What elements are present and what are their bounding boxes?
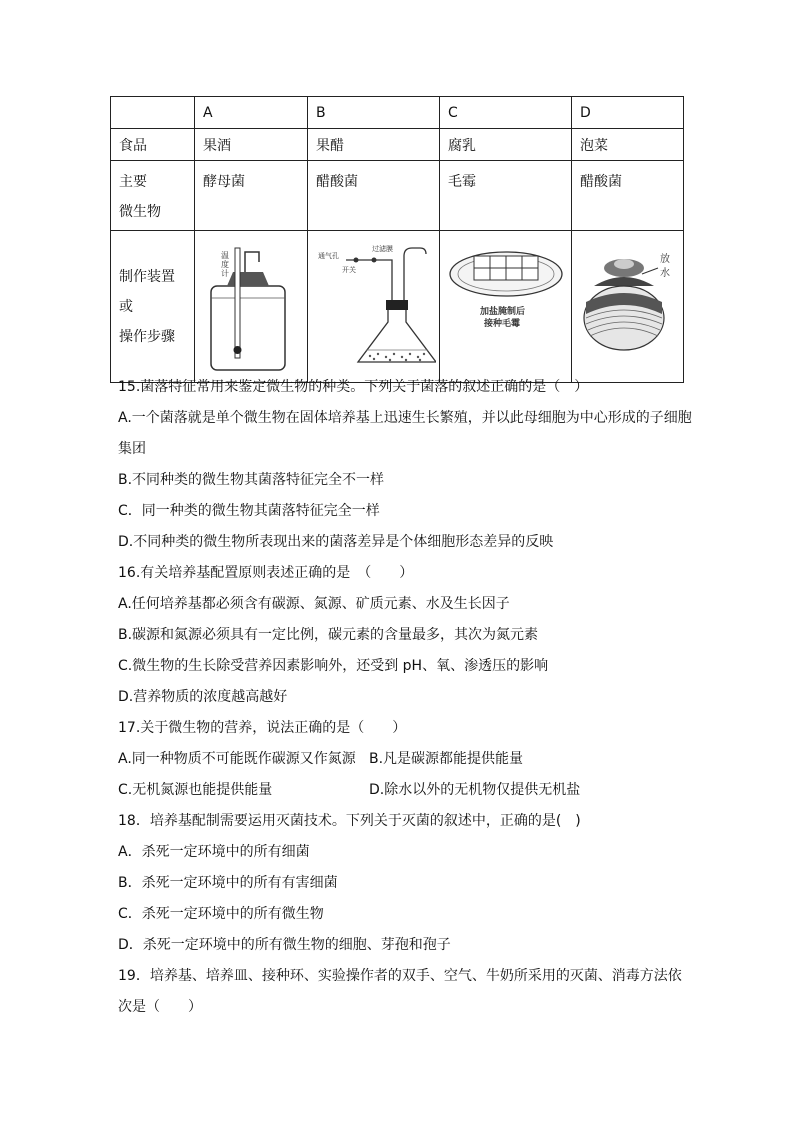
water-label: 水	[660, 267, 670, 279]
filter-label: 过滤膜	[372, 244, 393, 253]
question-option: C．杀死一定环境中的所有微生物	[118, 906, 324, 922]
table-cell: 毛霉	[440, 161, 572, 231]
label-line: 制作装置或	[119, 268, 175, 315]
question-list	[118, 372, 693, 1023]
question-option: B．杀死一定环境中的所有有害细菌	[118, 875, 338, 891]
table-cell: C	[440, 97, 572, 129]
question-stem: 16.有关培养基配置原则表述正确的是 （ ）	[118, 565, 414, 581]
question-option: C．同一种类的微生物其菌落特征完全一样	[118, 503, 380, 519]
air-inlet-label: 通气孔	[318, 251, 339, 260]
table-cell: 酵母菌	[195, 161, 308, 231]
question-option: A.一个菌落就是单个微生物在固体培养基上迅速生长繁殖，并以此母细胞为中心形成的子细胞集团	[118, 410, 692, 457]
question-option: D.不同种类的微生物所表现出来的菌落差异是个体细胞形态差异的反映	[118, 534, 554, 550]
table-cell: 醋酸菌	[308, 161, 440, 231]
thermometer-label: 度	[221, 259, 229, 269]
question-option: D.营养物质的浓度越高越好	[118, 689, 288, 705]
table-row	[111, 231, 684, 383]
thermometer-label: 计	[221, 268, 229, 278]
question-option: D．杀死一定环境中的所有微生物的细胞、芽孢和孢子	[118, 937, 451, 953]
question-stem: 15.菌落特征常用来鉴定微生物的种类。下列关于菌落的叙述正确的是（ ）	[118, 379, 589, 395]
label-line: 主要	[119, 174, 147, 190]
question-option: B.不同种类的微生物其菌落特征完全不一样	[118, 472, 385, 488]
table-cell	[440, 231, 572, 383]
table-cell	[572, 231, 684, 383]
question-option: A.同一种物质不可能既作碳源又作氮源	[118, 751, 356, 767]
question-stem: 18．培养基配制需要运用灭菌技术。下列关于灭菌的叙述中，正确的是( )	[118, 813, 581, 829]
question-stem: 17.关于微生物的营养，说法正确的是（ ）	[118, 720, 407, 736]
question-option: A．杀死一定环境中的所有细菌	[118, 844, 310, 860]
table-cell: B	[308, 97, 440, 129]
pickle-jar-diagram	[576, 238, 680, 372]
question-stem: 19．培养基、培养皿、接种环、实验操作者的双手、空气、牛奶所采用的灭菌、消毒方法依次是（ ）	[118, 968, 682, 1015]
table-cell: 腐乳	[440, 129, 572, 161]
table-cell: D	[572, 97, 684, 129]
question-option: B.碳源和氮源必须具有一定比例，碳元素的含量最多，其次为氮元素	[118, 627, 539, 643]
table-cell: A	[195, 97, 308, 129]
water-label: 放	[660, 253, 670, 265]
table-cell: 泡菜	[572, 129, 684, 161]
table-row	[111, 161, 684, 231]
step-caption: 加盐腌制后	[480, 306, 526, 317]
table-cell	[308, 231, 440, 383]
table-cell	[111, 97, 195, 129]
question-option: C.无机氮源也能提供能量	[118, 782, 273, 798]
fermentation-table	[110, 96, 684, 383]
table-cell: 醋酸菌	[572, 161, 684, 231]
question-option: B.凡是碳源都能提供能量	[369, 751, 524, 767]
question-option: D.除水以外的无机物仅提供无机盐	[369, 782, 581, 798]
option-row	[118, 775, 693, 806]
table-row	[111, 97, 684, 129]
table-cell: 果醋	[308, 129, 440, 161]
switch-label: 开关	[342, 265, 356, 274]
label-line: 微生物	[119, 204, 161, 220]
row-label-microbe	[111, 161, 195, 231]
option-row	[118, 744, 693, 775]
row-label-food: 食品	[111, 129, 195, 161]
vinegar-fermenter-diagram	[312, 238, 436, 372]
label-line: 操作步骤	[119, 328, 175, 345]
table-cell: 果酒	[195, 129, 308, 161]
wine-fermenter-diagram	[199, 238, 303, 372]
row-label-device	[111, 231, 195, 383]
table-row	[111, 129, 684, 161]
question-option: A.任何培养基都必须含有碳源、氮源、矿质元素、水及生长因子	[118, 596, 510, 612]
table-cell	[195, 231, 308, 383]
thermometer-label: 温	[221, 250, 229, 260]
step-caption: 接种毛霉	[484, 318, 521, 329]
fermented-tofu-diagram	[444, 238, 568, 372]
question-option: C.微生物的生长除受营养因素影响外，还受到 pH、氧、渗透压的影响	[118, 658, 549, 674]
